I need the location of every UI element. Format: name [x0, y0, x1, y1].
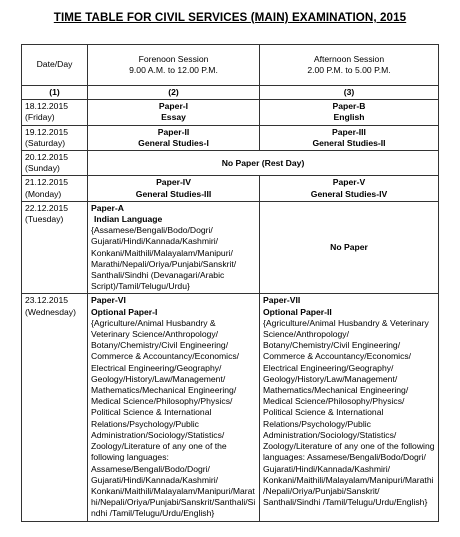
- paper-subject: Indian Language: [94, 214, 163, 225]
- day: (Monday): [25, 188, 62, 199]
- paper-name: Paper-B: [332, 101, 366, 112]
- paper-subject: General Studies-I: [138, 137, 209, 148]
- day: (Sunday): [25, 163, 60, 174]
- day: (Saturday): [25, 137, 66, 148]
- optional-subject-list: {Agriculture/Animal Husbandry & Veterinary Science/Anthropology/ Botany/Chemistry/Civil Engineering/ Commerce & Accountancy/Economics/ Electrical Engineering/Geography/ Geology/History/Law/Management/ Mathematics/Mechanical Engineering/ Medical Science/Philosophy/Physics/ Political Science & International Relations/Psychology/Public Administration/Sociology/Statistics/ Zoology/Literature of any one of the following languages: Assamese/Bengali/Bodo/Dogri/ Gujarati/Hindi/Kannada/Kashmiri/ Konkani/Maithili/Malayalam/Manipuri/Marathi/Nepali/Oriya/Punjabi/Sanskrit/Santhali/Sindhi /Tamil/Telugu/Urdu/English}: [91, 317, 256, 519]
- date: 23.12.2015: [25, 295, 69, 306]
- date-cell: [22, 294, 88, 521]
- date: 20.12.2015: [25, 152, 69, 163]
- table-row: [22, 151, 439, 176]
- table-row: [22, 176, 439, 201]
- date-cell: [22, 100, 88, 125]
- date-cell: [22, 176, 88, 201]
- col-number-1: (1): [22, 86, 88, 100]
- header-afternoon: [260, 45, 439, 86]
- forenoon-label: Forenoon Session: [138, 53, 209, 64]
- header-forenoon: [88, 45, 260, 86]
- table-row: [22, 294, 439, 521]
- page-title: TIME TABLE FOR CIVIL SERVICES (MAIN) EXAMINATION, 2015: [53, 11, 407, 24]
- paper-subject: Essay: [161, 112, 186, 123]
- day: (Wednesday): [25, 306, 76, 317]
- paper-subject: General Studies-IV: [310, 188, 388, 199]
- optional-subject-list: {Agriculture/Animal Husbandry & Veterinary Science/Anthropology/ Botany/Chemistry/Civil Engineering/ Commerce & Accountancy/Economics/ Electrical Engineering/Geography/ Geology/History/Law/Management/ Mathematics/Mechanical Engineering/ Medical Science/Philosophy/Physics/ Political Science & International Relations/Psychology/Public Administration/Sociology/Statistics/ Zoology/Literature of any one of the following languages: Assamese/Bengali/Bodo/Dogri/ Gujarati/Hindi/Kannada/Kashmiri/ Konkani/Maithili/Malayalam/Manipuri/Marathi/Nepali/Oriya/Punjabi/Sanskrit/ Santhali/Sindhi /Tamil/Telugu/Urdu/English}: [263, 317, 435, 508]
- afternoon-cell: [260, 125, 439, 150]
- paper-name: Paper-VII: [263, 295, 301, 306]
- afternoon-cell: No Paper: [260, 201, 439, 294]
- forenoon-cell: [88, 176, 260, 201]
- afternoon-cell: [260, 100, 439, 125]
- language-list: {Assamese/Bengali/Bodo/Dogri/ Gujarati/Hindi/Kannada/Kashmiri/ Konkani/Maithili/Malayalam/Manipuri/ Marathi/Nepali/Oriya/Punjabi/Sanskrit/ Santhali/Sindhi (Devanagari/Arabic Script)/Tamil/Telugu/Urdu}: [91, 225, 237, 292]
- timetable: [21, 44, 439, 522]
- rest-day-cell: No Paper (Rest Day): [88, 151, 439, 176]
- forenoon-cell: [88, 125, 260, 150]
- paper-name: Paper-I: [158, 101, 189, 112]
- paper-name: Paper-A: [91, 202, 124, 213]
- paper-name: Paper-IV: [156, 177, 191, 188]
- afternoon-cell: [260, 176, 439, 201]
- col-number-2: (2): [88, 86, 260, 100]
- table-row: [22, 100, 439, 125]
- day: (Friday): [25, 112, 55, 123]
- paper-subject: English: [333, 112, 365, 123]
- forenoon-time: 9.00 A.M. to 12.00 P.M.: [129, 65, 218, 75]
- forenoon-cell: [88, 100, 260, 125]
- header-date-day: Date/Day: [22, 45, 88, 86]
- date-cell: [22, 151, 88, 176]
- forenoon-cell: [88, 294, 260, 521]
- paper-subject: Optional Paper-I: [91, 306, 158, 317]
- afternoon-cell: [260, 294, 439, 521]
- col-number-3: (3): [260, 86, 439, 100]
- date-cell: [22, 125, 88, 150]
- paper-subject: General Studies-II: [312, 137, 386, 148]
- date: 22.12.2015: [25, 202, 69, 213]
- paper-name: Paper-V: [332, 177, 366, 188]
- table-row: [22, 201, 439, 294]
- date: 19.12.2015: [25, 126, 69, 137]
- paper-subject: General Studies-III: [135, 188, 212, 199]
- afternoon-label: Afternoon Session: [313, 53, 385, 64]
- table-row: [22, 125, 439, 150]
- column-number-row: [22, 86, 439, 100]
- forenoon-cell: [88, 201, 260, 294]
- date-cell: [22, 201, 88, 294]
- date: 21.12.2015: [25, 177, 69, 188]
- header-row: [22, 45, 439, 86]
- paper-name: Paper-II: [157, 126, 190, 137]
- paper-subject: Optional Paper-II: [263, 306, 332, 317]
- day: (Tuesday): [25, 214, 64, 225]
- paper-name: Paper-VI: [91, 295, 126, 306]
- afternoon-time: 2.00 P.M. to 5.00 P.M.: [307, 65, 391, 75]
- paper-name: Paper-III: [332, 126, 366, 137]
- date: 18.12.2015: [25, 101, 69, 112]
